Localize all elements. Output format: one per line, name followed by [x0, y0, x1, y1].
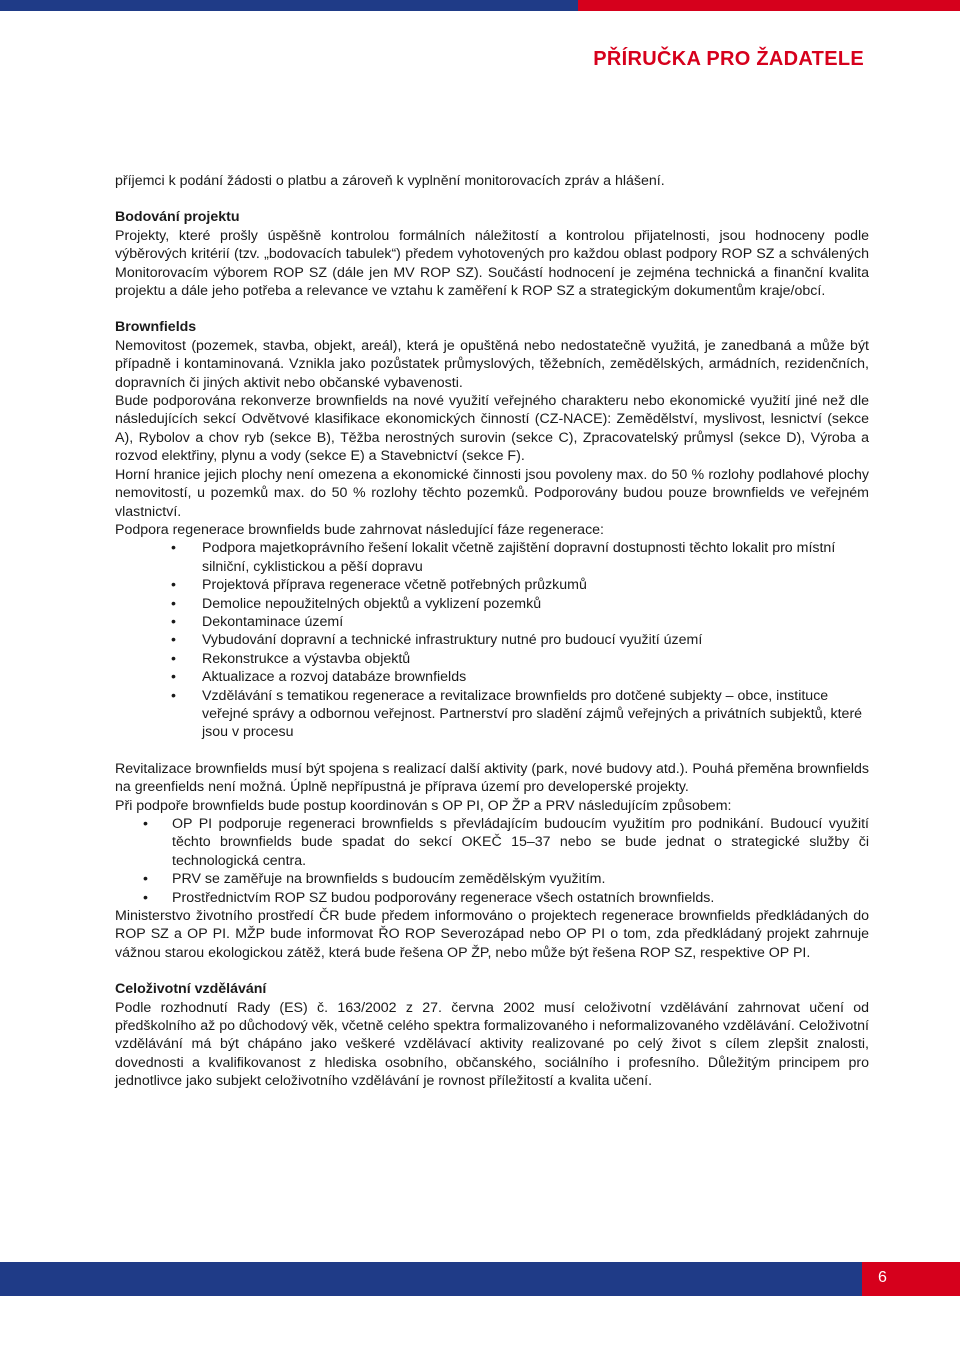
- list-item: • OP PI podporuje regeneraci brownfields s převládajícím budoucím využitím pro podnikání. Budoucí využití těchto brownfields bude spadat do sekcí OKEČ 15–37 nebo se bude jednat o strategické služby či technologická centra.: [115, 815, 869, 870]
- list-item: • Rekonstrukce a výstavba objektů: [115, 650, 869, 668]
- top-bar-blue-segment: [0, 0, 578, 11]
- celozivotni-heading: Celoživotní vzdělávání: [115, 981, 267, 998]
- regeneration-phases-list: [115, 539, 869, 741]
- coordination-intro: Při podpoře brownfields bude postup koordinován s OP PI, OP ŽP a PRV následujícím způsobem:: [115, 797, 732, 814]
- brownfields-definition: Nemovitost (pozemek, stavba, objekt, areál), která je opuštěná nebo nedostatečně využitá, je zanedbaná a může být případně i kontaminovaná. Vznikla jako pozůstatek průmyslových, těžebních, zemědělských, armádních, rezidenčních, dopravních či jiných aktivit nebo občanské vybavenosti.: [115, 337, 869, 391]
- page-content: [115, 172, 869, 1091]
- list-item: • Demolice nepoužitelných objektů a vyklizení pozemků: [115, 595, 869, 613]
- brownfields-phases-intro: Podpora regenerace brownfields bude zahrnovat následující fáze regenerace:: [115, 521, 604, 538]
- coordination-list: [115, 815, 869, 907]
- brownfields-heading: Brownfields: [115, 319, 197, 336]
- page-number: 6: [878, 1269, 887, 1286]
- list-item: • Podpora majetkoprávního řešení lokalit včetně zajištění dopravní dostupnosti těchto lokalit pro místní silniční, cyklistickou a pěší dopravu: [115, 539, 869, 576]
- brownfields-support-scope: Bude podporována rekonverze brownfields na nové využití veřejného charakteru nebo ekonomické využití jiné než dle následujících sekcí Odvětvové klasifikace ekonomických činností (CZ-NACE): Zemědělství, myslivost, lesnictví (sekce A), Rybolov a chov ryb (sekce B), Těžba nerostných surovin (sekce C), Zpracovatelský průmysl (sekce D), Výroba a rozvod elektřiny, plynu a vody (sekce E) a Stavebnictví (sekce F).: [115, 393, 869, 465]
- revitalization-paragraph: Revitalizace brownfields musí být spojena s realizací další aktivity (park, nové budovy atd.). Pouhá přeměna brownfields na greenfields není možná. Úplně nepřípustná je příprava území pro developerské projekty.: [115, 760, 869, 796]
- footer-blue-segment: [0, 1262, 862, 1296]
- list-item: • Dekontaminace území: [115, 613, 869, 631]
- ministry-paragraph: Ministerstvo životního prostředí ČR bude předem informováno o projektech regenerace brownfields předkládaných do ROP SZ a OP PI. MŽP bude informovat ŘO ROP Severozápad nebo OP PI o tom, zda předkládaný projekt zahrnuje vážnou starou ekologickou zátěž, která bude řešena OP ŽP, nebo může být řešena ROP SZ, respektive OP PI.: [115, 908, 869, 961]
- list-item: • Aktualizace a rozvoj databáze brownfields: [115, 668, 869, 686]
- bodovani-heading: Bodování projektu: [115, 209, 240, 226]
- brownfields-area-limits: Horní hranice jejich plochy není omezena a ekonomické činnosti jsou povoleny max. do 50 % rozlohy podlahové plochy nemovitostí, u pozemků max. do 50 % rozlohy těchto pozemků. Podporovány budou pouze brownfields ve veřejném vlastnictví.: [115, 466, 869, 520]
- bodovani-paragraph: Projekty, které prošly úspěšně kontrolou formálních náležitostí a kontrolou přijatelnosti, jsou hodnoceny podle výběrových kritérií (tzv. „bodovacích tabulek“) předem vyhotovených pro každou oblast podpory ROP SZ a schválených Monitorovacím výborem ROP SZ (dále jen MV ROP SZ). Součástí hodnocení je zejména technická a finanční kvalita projektu a dále jeho potřeba a relevance ve vztahu k zaměření k ROP SZ a strategickým dokumentům kraje/obcí.: [115, 227, 869, 300]
- celozivotni-paragraph: Podle rozhodnutí Rady (ES) č. 163/2002 z 27. června 2002 musí celoživotní vzdělávání zahrnovat učení od předškolního až po důchodový věk, včetně celého spektra formalizovaného i neformalizovaného vzdělávání. Celoživotní vzdělávání má být chápáno jako veškeré vzdělávací aktivity realizované po celý život s cílem zlepšit znalosti, dovednosti a kvalifikovanost z hlediska osobního, občanského, sociálního i profesního. Důležitým principem pro jednotlivce jako subjekt celoživotního vzdělávání je rovnost příležitostí a kvalita učení.: [115, 999, 869, 1090]
- list-item: • Vybudování dopravní a technické infrastruktury nutné pro budoucí využití území: [115, 631, 869, 649]
- footer-bar: [0, 1262, 960, 1296]
- top-color-bar: [0, 0, 960, 11]
- footer-red-segment: [862, 1262, 960, 1296]
- list-item: • Prostřednictvím ROP SZ budou podporovány regenerace všech ostatních brownfields.: [115, 889, 869, 907]
- intro-paragraph: příjemci k podání žádosti o platbu a zároveň k vyplnění monitorovacích zpráv a hlášení.: [115, 173, 665, 189]
- list-item: • Projektová příprava regenerace včetně potřebných průzkumů: [115, 576, 869, 594]
- top-bar-red-segment: [578, 0, 960, 11]
- header-title: PŘÍRUČKA PRO ŽADATELE: [593, 48, 864, 70]
- list-item: • PRV se zaměřuje na brownfields s budoucím zemědělským využitím.: [115, 870, 869, 888]
- list-item: • Vzdělávání s tematikou regenerace a revitalizace brownfields pro dotčené subjekty – obce, instituce veřejné správy a odbornou veřejnost. Partnerství pro sladění zájmů veřejných a privátních subjektů, které jsou v procesu: [115, 687, 869, 742]
